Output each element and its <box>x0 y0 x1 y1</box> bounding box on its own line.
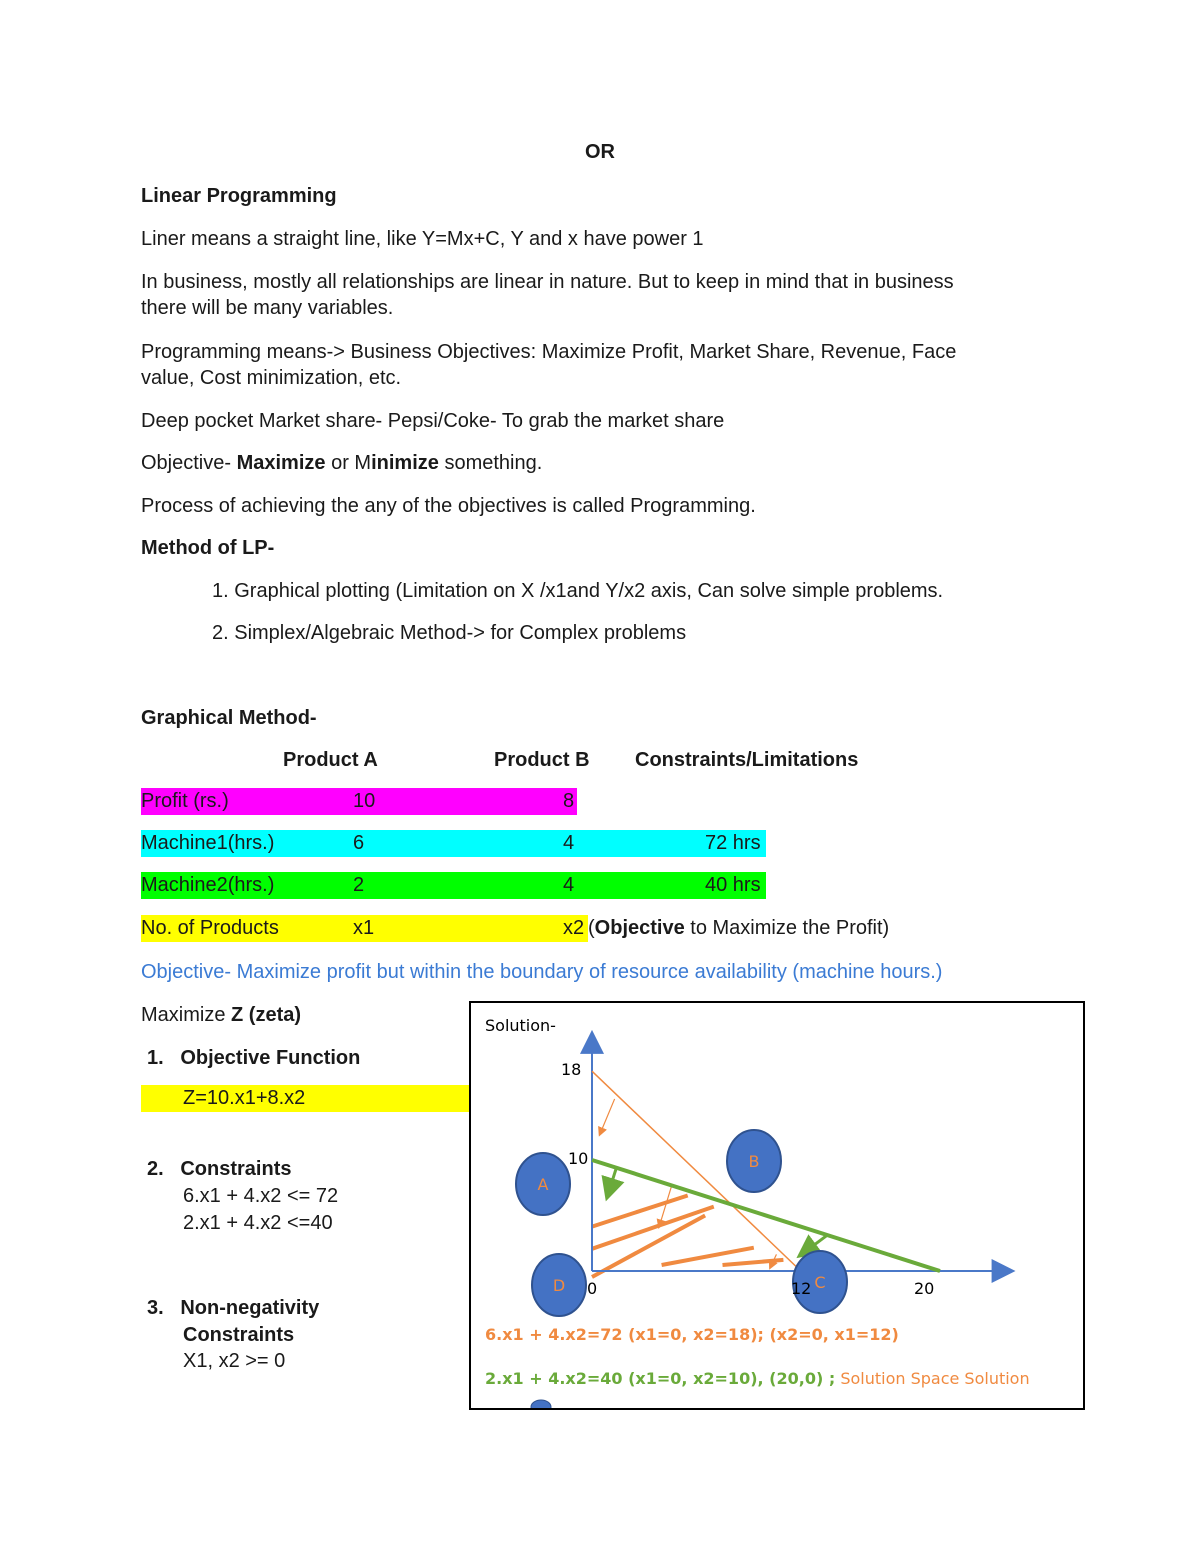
table-cell-a: 2 <box>353 874 365 896</box>
table-objective-note <box>588 915 889 942</box>
arrow-green-1 <box>609 1168 616 1190</box>
table-cell-c: 72 hrs <box>705 832 761 854</box>
arrow-green-2 <box>806 1235 827 1251</box>
constraint-1: 6.x1 + 4.x2 <= 72 <box>183 1185 339 1207</box>
note-bold: Objective <box>594 917 685 939</box>
point-label-d: D <box>552 1276 566 1295</box>
point-label-c: C <box>814 1273 826 1292</box>
table-header-product-a: Product A <box>283 749 378 771</box>
paragraph-programming-line1: Programming means-> Business Objectives: Maximize Profit, Market Share, Revenue, Face <box>141 341 957 363</box>
page-title: OR <box>585 141 615 163</box>
constraint-2: 2.x1 + 4.x2 <=40 <box>183 1212 333 1234</box>
x-tick-label-20: 20 <box>914 1279 935 1298</box>
chart-decorations <box>592 1099 827 1277</box>
table-row-profit <box>141 788 577 815</box>
heading-constraints: 2. Constraints <box>147 1158 292 1180</box>
paragraph-objective <box>141 452 542 475</box>
table-header-constraints: Constraints/Limitations <box>635 749 859 771</box>
objective-mid: or M <box>325 452 372 474</box>
objective-boundary-line: Objective- Maximize profit but within the boundary of resource availability (machine hours.) <box>141 961 943 983</box>
chart-title: Solution- <box>485 1016 556 1035</box>
y-tick-label-18: 18 <box>561 1060 582 1079</box>
table-row-machine1 <box>141 830 766 857</box>
objective-maximize: Maximize <box>236 452 326 474</box>
table-cell-b: 8 <box>563 790 575 812</box>
maximize-z-line <box>141 1004 301 1027</box>
table-cell-label: No. of Products <box>141 917 279 939</box>
hatch-stroke-5 <box>723 1260 784 1265</box>
solution-chart <box>469 1001 1085 1410</box>
note-rest: to Maximize the Profit) <box>684 917 890 939</box>
chart-axes <box>592 1042 1004 1271</box>
x-tick-label-12: 12 <box>791 1279 812 1298</box>
paragraph-deep-pocket: Deep pocket Market share- Pepsi/Coke- To grab the market share <box>141 410 725 432</box>
heading-non-negativity-2: Constraints <box>183 1324 295 1346</box>
paragraph-business-line2: there will be many variables. <box>141 297 394 319</box>
chart-points <box>516 1130 847 1408</box>
x-tick-label-0: 0 <box>587 1279 598 1298</box>
method-item-simplex: 2. Simplex/Algebraic Method-> for Complex problems <box>212 622 687 644</box>
objective-post: something. <box>438 452 543 474</box>
table-cell-a: 6 <box>353 832 365 854</box>
heading-non-negativity: 3. Non-negativity <box>147 1297 320 1319</box>
table-cell-b: 4 <box>563 832 575 854</box>
annotation-line2 <box>485 1369 1030 1388</box>
y-tick-label-10: 10 <box>568 1149 589 1168</box>
table-cell-b: 4 <box>563 874 575 896</box>
annotation-line2-orange: Solution Space Solution <box>835 1369 1030 1388</box>
table-cell-label: Profit (rs.) <box>141 790 229 812</box>
paragraph-liner: Liner means a straight line, like Y=Mx+C, Y and x have power 1 <box>141 228 704 250</box>
method-item-graphical: 1. Graphical plotting (Limitation on X /x1and Y/x2 axis, Can solve simple problems. <box>212 580 944 602</box>
heading-linear-programming: Linear Programming <box>141 185 337 207</box>
point-label-a: A <box>537 1175 549 1194</box>
annotation-line1: 6.x1 + 4.x2=72 (x1=0, x2=18); (x2=0, x1=12) <box>485 1325 899 1344</box>
maximize-pre: Maximize <box>141 1004 232 1026</box>
table-cell-label: Machine1(hrs.) <box>141 832 275 854</box>
arrow-orange-1 <box>601 1099 615 1132</box>
table-cell-c: 40 hrs <box>705 874 761 896</box>
heading-method-of-lp: Method of LP- <box>141 537 275 559</box>
paragraph-process: Process of achieving the any of the objectives is called Programming. <box>141 495 756 517</box>
heading-objective-function: 1. Objective Function <box>147 1047 361 1069</box>
table-cell-a: 10 <box>353 790 376 812</box>
annotation-line2-green: 2.x1 + 4.x2=40 (x1=0, x2=10), (20,0) ; <box>485 1369 836 1388</box>
table-row-machine2 <box>141 872 766 899</box>
table-cell-a: x1 <box>353 917 375 939</box>
hatch-stroke-1 <box>592 1216 705 1278</box>
non-negativity-constraint: X1, x2 >= 0 <box>183 1350 286 1372</box>
point-circle-partial <box>531 1400 551 1408</box>
paragraph-programming-line2: value, Cost minimization, etc. <box>141 367 402 389</box>
heading-graphical-method: Graphical Method- <box>141 707 317 729</box>
paragraph-business-line1: In business, mostly all relationships are linear in nature. But to keep in mind that in business <box>141 271 954 293</box>
objective-formula: Z=10.x1+8.x2 <box>141 1085 471 1112</box>
point-label-b: B <box>748 1152 760 1171</box>
objective-pre: Objective- <box>141 452 237 474</box>
table-cell-label: Machine2(hrs.) <box>141 874 275 896</box>
table-header-product-b: Product B <box>494 749 590 771</box>
table-row-products <box>141 915 588 942</box>
note-open: ( <box>588 917 595 939</box>
maximize-zeta: Z (zeta) <box>231 1004 302 1026</box>
objective-minimize: inimize <box>371 452 439 474</box>
table-cell-b: x2 <box>563 917 585 939</box>
